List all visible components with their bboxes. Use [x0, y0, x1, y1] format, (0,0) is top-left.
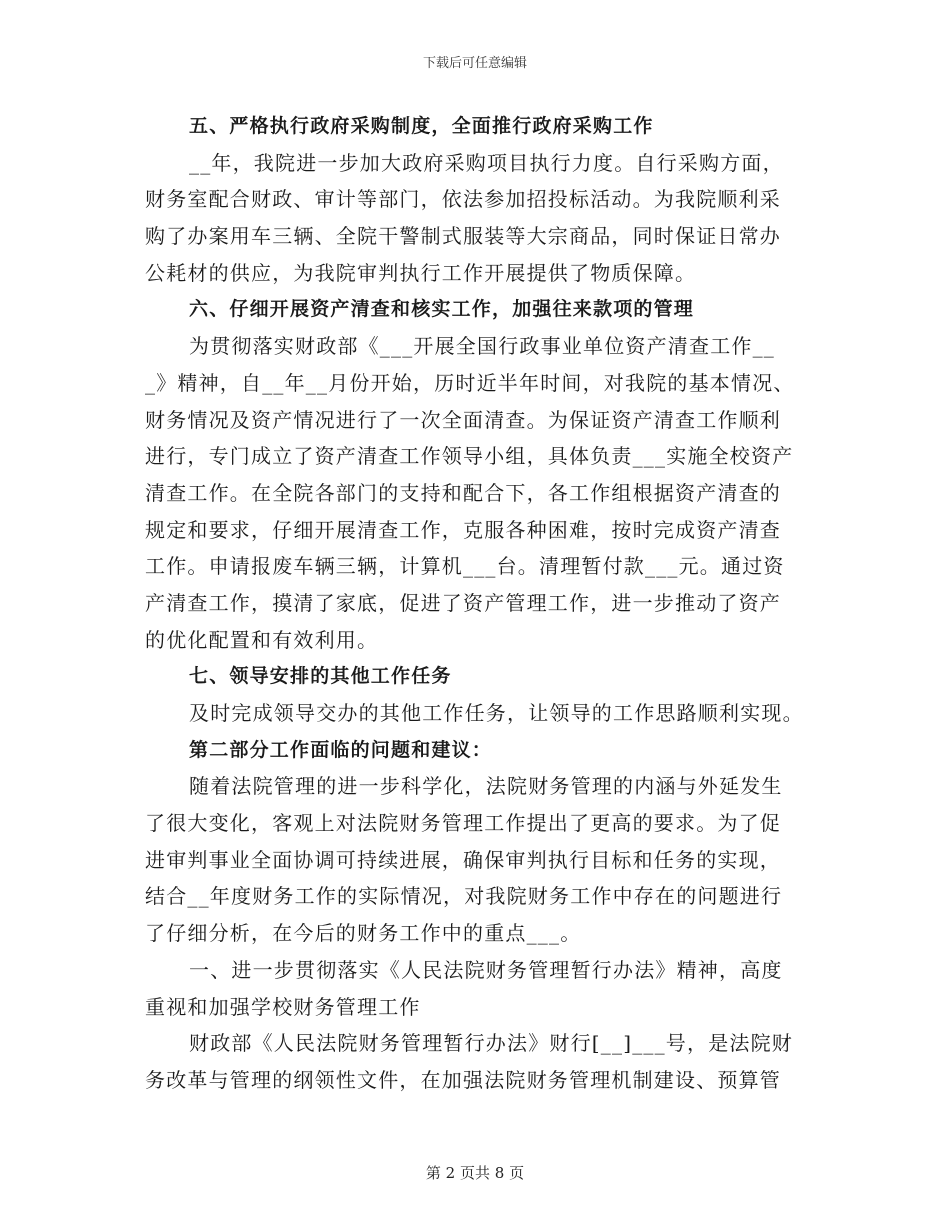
section-heading-line: 七、领导安排的其他工作任务: [189, 665, 452, 688]
body-text-line: 财务室配合财政、审计等部门，依法参加招投标活动。为我院顺利采: [145, 187, 781, 212]
body-text-line: 务改革与管理的纲领性文件，在加强法院财务管理机制建设、预算管: [145, 1067, 781, 1092]
body-text-line: __年，我院进一步加大政府采购项目执行力度。自行采购方面，: [189, 150, 784, 175]
body-text-line: 的优化配置和有效利用。: [145, 627, 379, 652]
page-footer: 第 2 页共 8 页: [425, 1164, 525, 1182]
body-text-line: 财务情况及资产情况进行了一次全面清查。为保证资产清查工作顺利: [145, 407, 781, 432]
section-heading-line: 六、仔细开展资产清查和核实工作，加强往来款项的管理: [189, 298, 695, 321]
body-text-line: 为贯彻落实财政部《___开展全国行政事业单位资产清查工作__: [189, 334, 775, 359]
body-text-line: 产清查工作，摸清了家底，促进了资产管理工作，进一步推动了资产: [145, 590, 781, 615]
page-header: 下载后可任意编辑: [422, 56, 527, 71]
body-text-line: 公耗材的供应，为我院审判执行工作开展提供了物质保障。: [145, 260, 697, 285]
body-text-line: 工作。申请报废车辆三辆，计算机___台。清理暂付款___元。通过资: [145, 554, 785, 579]
body-text-line: 进审判事业全面协调可持续进展，确保审判执行目标和任务的实现，: [145, 847, 781, 872]
body-text-line: _》精神，自__年__月份开始，历时近半年时间，对我院的基本情况、: [145, 370, 795, 395]
body-text-line: 规定和要求，仔细开展清查工作，克服各种困难，按时完成资产清查: [145, 517, 781, 542]
body-text-line: 了很大变化，客观上对法院财务管理工作提出了更高的要求。为了促: [145, 811, 781, 836]
section-heading-line: 五、严格执行政府采购制度，全面推行政府采购工作: [189, 115, 654, 137]
section-heading-line: 第二部分工作面临的问题和建议：: [189, 738, 493, 761]
body-text-line: 购了办案用车三辆、全院干警制式服装等大宗商品，同时保证日常办: [145, 224, 781, 249]
body-text-line: 随着法院管理的进一步科学化，法院财务管理的内涵与外延发生: [189, 774, 783, 799]
body-text-line: 及时完成领导交办的其他工作任务，让领导的工作思路顺利实现。: [189, 701, 804, 725]
body-text-line: 一、进一步贯彻落实《人民法院财务管理暂行办法》精神，高度: [189, 957, 783, 982]
body-text-line: 重视和加强学校财务管理工作: [145, 994, 421, 1019]
body-text-line: 财政部《人民法院财务管理暂行办法》财行[__]___号，是法院财: [189, 1031, 794, 1056]
document-body: [145, 108, 805, 1099]
body-text-line: 清查工作。在全院各部门的支持和配合下，各工作组根据资产清查的: [145, 480, 781, 505]
body-text-line: 了仔细分析，在今后的财务工作中的重点___。: [145, 921, 582, 946]
body-text-line: 进行，专门成立了资产清查工作领导小组，具体负责___实施全校资产: [145, 444, 794, 469]
body-text-line: 结合__年度财务工作的实际情况，对我院财务工作中存在的问题进行: [145, 884, 783, 909]
